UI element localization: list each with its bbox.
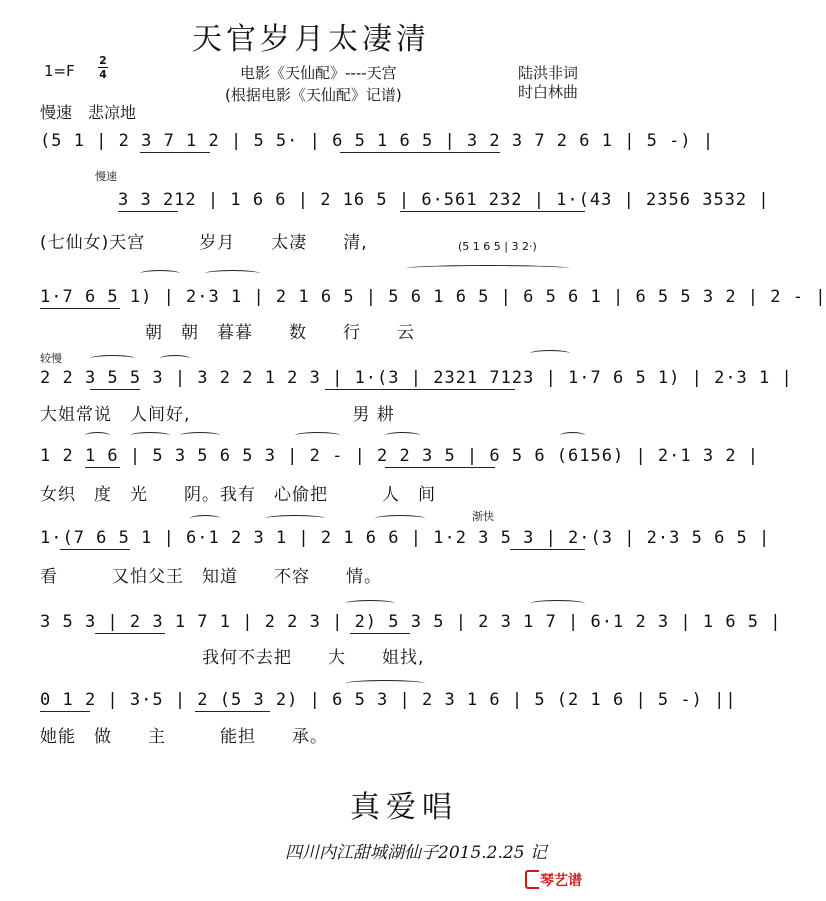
score-line-3-annotation: (5 1 6 5 | 3 2·) <box>458 240 537 253</box>
score-line-8-lyrics: 她能 做 主 能担 承。 <box>40 727 328 747</box>
score-line-4-tempo: 较慢 <box>40 352 62 365</box>
score-line-7-notes: 3 5 3 | 2 3 1 7 1 | 2 2 3 | 2) 5 3 5 | 2 3 1 7 | 6·1 2 3 | 1 6 5 | <box>40 612 782 632</box>
song-title: 天官岁月太凄清 <box>192 22 430 57</box>
score-line-2-notes: 3 3 212 | 1 6 6 | 2 16 5 | 6·561 232 | 1·(43 | 2356 3532 | <box>118 190 770 210</box>
time-signature <box>98 55 108 80</box>
tempo-marking: 慢速 悲凉地 <box>40 103 137 122</box>
score-line-2-tempo: 慢速 <box>95 170 117 183</box>
composer-credit: 时白林曲 <box>518 83 579 101</box>
qinyipu-logo[interactable]: 琴艺谱 <box>540 873 582 889</box>
score-line-7-lyrics: 我何不去把 大 姐找, <box>40 648 425 668</box>
lyricist-credit: 陆洪非词 <box>518 64 579 82</box>
transcription-source: (根据电影《天仙配》记谱) <box>225 86 402 104</box>
key-signature: 1=F <box>44 62 75 80</box>
qinyipu-logo-icon <box>525 870 539 889</box>
score-line-4-notes: 2 2 3 5 5 3 | 3 2 2 1 2 3 | 1·(3 | 2321 7123 | 1·7 6 5 1) | 2·3 1 | <box>40 368 793 388</box>
score-line-3-lyrics: 朝 朝 暮暮 数 行 云 <box>145 323 415 343</box>
score-line-6-notes: 1·(7 6 5 1 | 6·1 2 3 1 | 2 1 6 6 | 1·2 3 5 3 | 2·(3 | 2·3 5 6 5 | <box>40 528 771 548</box>
score-line-5-notes: 1 2 1 6 | 5 3 5 6 5 3 | 2 - | 2 2 3 5 | 6 5 6 (6156) | 2·1 3 2 | <box>40 446 760 466</box>
score-line-1-notes: (5 1 | 2 3 7 1 2 | 5 5· | 6 5 1 6 5 | 3 2 3 7 2 6 1 | 5 -) | <box>40 131 715 151</box>
record-note: 四川内江甜城湖仙子2015.2.25 记 <box>285 843 547 863</box>
meter-top: 2 <box>99 54 107 67</box>
film-source: 电影《天仙配》----天宫 <box>240 64 397 82</box>
score-line-4-lyrics: 大姐常说 人间好, 男 耕 <box>40 405 395 425</box>
score-line-2-lyrics: (七仙女)天宫 岁月 太凄 清, <box>40 233 368 253</box>
signature-text: 真爱唱 <box>350 790 458 825</box>
score-line-8-notes: 0 1 2 | 3·5 | 2 (5 3 2) | 6 5 3 | 2 3 1 6 | 5 (2 1 6 | 5 -) || <box>40 690 737 710</box>
meter-bottom: 4 <box>99 68 107 81</box>
score-line-6-tempo: 渐快 <box>472 510 494 523</box>
score-line-6-lyrics: 看 又怕父王 知道 不容 情。 <box>40 567 382 587</box>
score-line-5-lyrics: 女织 度 光 阴。我有 心偷把 人 间 <box>40 485 436 505</box>
score-line-3-notes: 1·7 6 5 1) | 2·3 1 | 2 1 6 5 | 5 6 1 6 5 | 6 5 6 1 | 6 5 5 3 2 | 2 - | <box>40 287 826 307</box>
